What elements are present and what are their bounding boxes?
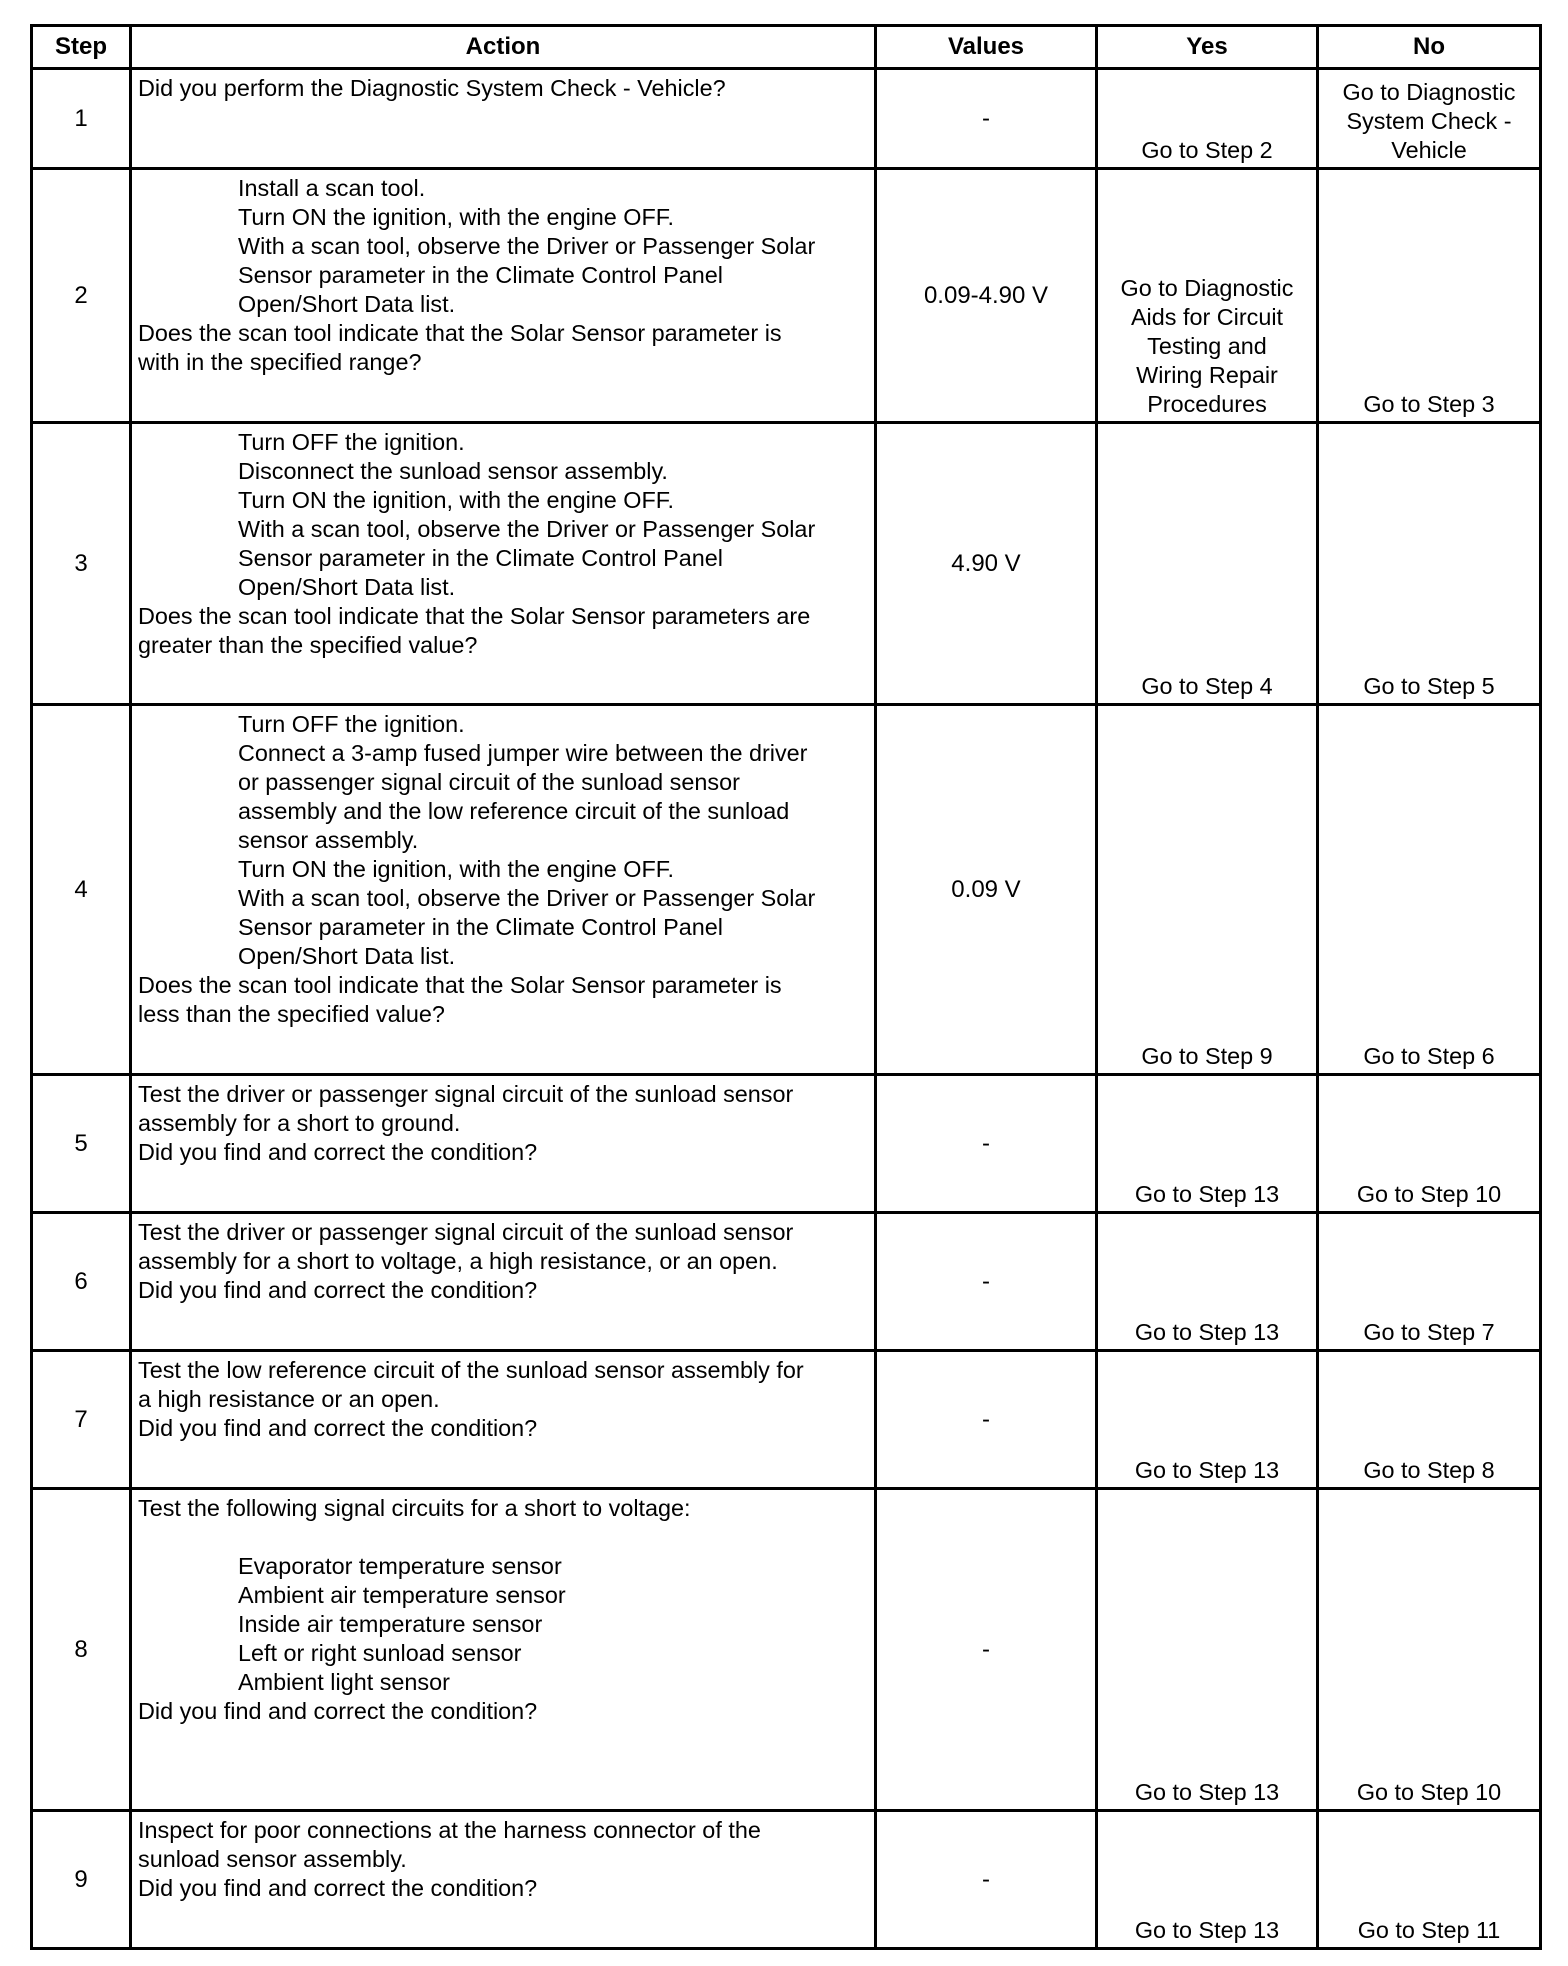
- value-cell: -: [876, 1075, 1097, 1213]
- step-number: 7: [32, 1351, 131, 1489]
- table-body: [32, 69, 1541, 1949]
- table-header: [32, 26, 1541, 69]
- action-question: [138, 319, 868, 377]
- yes-result-line: Wiring Repair: [1136, 362, 1278, 388]
- action-step-line: Install a scan tool.: [238, 175, 426, 201]
- no-result-line: Go to Step 10: [1356, 1779, 1502, 1805]
- yes-cell: [1097, 1811, 1318, 1949]
- action-box: [132, 170, 874, 379]
- yes-result-line: Go to Step 13: [1134, 1917, 1280, 1943]
- no-cell: [1318, 1213, 1541, 1351]
- no-result-line: Go to Step 10: [1356, 1181, 1502, 1207]
- action-text-line: Test the driver or passenger signal circuit of the sunload sensor: [138, 1081, 794, 1107]
- no-result: [1319, 78, 1539, 167]
- no-result: [1319, 1778, 1539, 1809]
- action-step-line: With a scan tool, observe the Driver or Passenger Solar: [238, 233, 816, 259]
- action-step-line: Disconnect the sunload sensor assembly.: [238, 458, 668, 484]
- yes-cell: [1097, 69, 1318, 169]
- action-step-line: assembly and the low reference circuit of the sunload: [238, 798, 790, 824]
- action-text-line: assembly for a short to ground.: [138, 1110, 461, 1136]
- action-cell: [131, 1351, 876, 1489]
- action-box: [132, 1076, 874, 1169]
- action-instructions: [138, 1080, 868, 1138]
- action-text-line: Did you perform the Diagnostic System Check - Vehicle?: [138, 75, 726, 101]
- action-step-line: Ambient light sensor: [238, 1669, 450, 1695]
- yes-result-line: Go to Step 13: [1134, 1181, 1280, 1207]
- spacer: [138, 1523, 868, 1552]
- action-instructions: [138, 710, 868, 971]
- action-cell: [131, 705, 876, 1075]
- yes-cell: [1097, 1489, 1318, 1811]
- action-step-line: Evaporator temperature sensor: [238, 1553, 562, 1579]
- yes-result-line: Go to Step 2: [1141, 137, 1273, 163]
- yes-cell: [1097, 1075, 1318, 1213]
- step-number: 1: [32, 69, 131, 169]
- action-step-line: Connect a 3-amp fused jumper wire between the driver: [238, 740, 808, 766]
- yes-result-line: Go to Step 9: [1141, 1043, 1273, 1069]
- no-cell: [1318, 1811, 1541, 1949]
- table-row: [32, 1811, 1541, 1949]
- no-cell: [1318, 169, 1541, 423]
- yes-result-line: Go to Step 13: [1134, 1779, 1280, 1805]
- action-box: [132, 706, 874, 1031]
- yes-result-line: Aids for Circuit: [1130, 304, 1284, 330]
- yes-result-line: Go to Step 13: [1134, 1457, 1280, 1483]
- action-cell: [131, 1075, 876, 1213]
- question-line: Does the scan tool indicate that the Solar Sensor parameter is: [138, 972, 782, 998]
- action-step-line: sensor assembly.: [238, 827, 419, 853]
- table-row: [32, 1489, 1541, 1811]
- no-cell: [1318, 705, 1541, 1075]
- value-cell: -: [876, 69, 1097, 169]
- question-line: Did you find and correct the condition?: [138, 1875, 538, 1901]
- diagnostic-table: [30, 24, 1542, 1950]
- no-cell: [1318, 1351, 1541, 1489]
- yes-cell: [1097, 1351, 1318, 1489]
- no-result-line: Go to Step 11: [1357, 1917, 1501, 1943]
- question-line: Did you find and correct the condition?: [138, 1415, 538, 1441]
- header-action: Action: [131, 26, 876, 69]
- no-result: [1319, 1318, 1539, 1349]
- action-step-line: With a scan tool, observe the Driver or Passenger Solar: [238, 516, 816, 542]
- value-cell: -: [876, 1811, 1097, 1949]
- value-cell: 0.09 V: [876, 705, 1097, 1075]
- no-result-line: Go to Step 3: [1363, 391, 1495, 417]
- question-line: with in the specified range?: [138, 349, 422, 375]
- action-question: [138, 1697, 868, 1726]
- no-result: [1319, 1180, 1539, 1211]
- action-cell: [131, 69, 876, 169]
- action-step-line: Open/Short Data list.: [238, 291, 456, 317]
- action-text-line: a high resistance or an open.: [138, 1386, 440, 1412]
- action-step-line: Inside air temperature sensor: [238, 1611, 543, 1637]
- yes-result: [1098, 1916, 1316, 1947]
- yes-result-line: Go to Step 4: [1141, 673, 1273, 699]
- action-step-line: Open/Short Data list.: [238, 943, 456, 969]
- table-row: [32, 1351, 1541, 1489]
- action-text-line: sunload sensor assembly.: [138, 1846, 407, 1872]
- action-cell: [131, 423, 876, 705]
- question-line: Did you find and correct the condition?: [138, 1139, 538, 1165]
- action-box: [132, 1214, 874, 1307]
- step-number: 6: [32, 1213, 131, 1351]
- value-cell: -: [876, 1351, 1097, 1489]
- no-result-line: Go to Step 7: [1363, 1319, 1495, 1345]
- no-result-line: Vehicle: [1391, 137, 1467, 163]
- action-step-line: Turn OFF the ignition.: [238, 711, 465, 737]
- action-box: [132, 70, 874, 105]
- yes-cell: [1097, 705, 1318, 1075]
- no-result-line: Go to Step 8: [1363, 1457, 1495, 1483]
- no-result: [1319, 1042, 1539, 1073]
- action-step-line: or passenger signal circuit of the sunload sensor: [238, 769, 740, 795]
- step-number: 9: [32, 1811, 131, 1949]
- no-result-line: Go to Step 6: [1363, 1043, 1495, 1069]
- step-number: 4: [32, 705, 131, 1075]
- table-row: [32, 69, 1541, 169]
- table-row: [32, 423, 1541, 705]
- action-step-line: Ambient air temperature sensor: [238, 1582, 566, 1608]
- action-instructions: [138, 1356, 868, 1414]
- action-text-line: Inspect for poor connections at the harness connector of the: [138, 1817, 761, 1843]
- action-text-line: assembly for a short to voltage, a high resistance, or an open.: [138, 1248, 778, 1274]
- yes-result: [1098, 274, 1316, 421]
- no-result-line: System Check -: [1346, 108, 1512, 134]
- value-cell: -: [876, 1489, 1097, 1811]
- yes-result: [1098, 1456, 1316, 1487]
- action-question: [138, 1138, 868, 1167]
- action-instructions: [138, 1494, 868, 1697]
- action-box: [132, 424, 874, 662]
- action-instructions: [138, 174, 868, 319]
- value-cell: -: [876, 1213, 1097, 1351]
- action-cell: [131, 169, 876, 423]
- action-instructions: [138, 428, 868, 602]
- no-result-line: Go to Step 5: [1363, 673, 1495, 699]
- no-cell: [1318, 69, 1541, 169]
- action-box: [132, 1352, 874, 1445]
- no-result: [1319, 672, 1539, 703]
- question-line: Does the scan tool indicate that the Solar Sensor parameters are: [138, 603, 811, 629]
- yes-result: [1098, 1042, 1316, 1073]
- value-cell: 4.90 V: [876, 423, 1097, 705]
- yes-result: [1098, 1180, 1316, 1211]
- question-line: Did you find and correct the condition?: [138, 1698, 538, 1724]
- action-step-line: Sensor parameter in the Climate Control Panel: [238, 262, 723, 288]
- action-step-line: Sensor parameter in the Climate Control Panel: [238, 545, 723, 571]
- yes-cell: [1097, 1213, 1318, 1351]
- action-text-line: Test the driver or passenger signal circuit of the sunload sensor: [138, 1219, 794, 1245]
- action-step-line: Sensor parameter in the Climate Control Panel: [238, 914, 723, 940]
- step-number: 2: [32, 169, 131, 423]
- action-step-line: Turn ON the ignition, with the engine OFF.: [238, 487, 674, 513]
- action-question: [138, 1414, 868, 1443]
- action-step-line: Turn ON the ignition, with the engine OFF.: [238, 856, 674, 882]
- action-instructions: [138, 74, 868, 103]
- yes-result-line: Procedures: [1147, 391, 1267, 417]
- header-yes: Yes: [1097, 26, 1318, 69]
- yes-cell: [1097, 423, 1318, 705]
- action-question: [138, 1874, 868, 1903]
- question-line: Does the scan tool indicate that the Solar Sensor parameter is: [138, 320, 782, 346]
- action-question: [138, 971, 868, 1029]
- yes-result: [1098, 1778, 1316, 1809]
- question-line: greater than the specified value?: [138, 632, 478, 658]
- table-row: [32, 1075, 1541, 1213]
- action-step-line: Open/Short Data list.: [238, 574, 456, 600]
- no-result: [1319, 1916, 1539, 1947]
- action-text-line: Test the low reference circuit of the sunload sensor assembly for: [138, 1357, 804, 1383]
- yes-result: [1098, 672, 1316, 703]
- no-result: [1319, 390, 1539, 421]
- yes-result: [1098, 136, 1316, 167]
- action-step-line: Turn ON the ignition, with the engine OFF.: [238, 204, 674, 230]
- action-cell: [131, 1489, 876, 1811]
- action-step-line: Left or right sunload sensor: [238, 1640, 522, 1666]
- action-step-line: With a scan tool, observe the Driver or Passenger Solar: [238, 885, 816, 911]
- yes-result-line: Go to Step 13: [1134, 1319, 1280, 1345]
- no-result-line: Go to Diagnostic: [1342, 79, 1516, 105]
- yes-result-line: Testing and: [1147, 333, 1267, 359]
- yes-result-line: Go to Diagnostic: [1120, 275, 1294, 301]
- no-cell: [1318, 423, 1541, 705]
- action-text-line: Test the following signal circuits for a short to voltage:: [138, 1495, 691, 1521]
- question-line: Did you find and correct the condition?: [138, 1277, 538, 1303]
- header-no: No: [1318, 26, 1541, 69]
- action-question: [138, 1276, 868, 1305]
- step-number: 8: [32, 1489, 131, 1811]
- no-result: [1319, 1456, 1539, 1487]
- table-row: [32, 169, 1541, 423]
- yes-cell: [1097, 169, 1318, 423]
- action-question: [138, 602, 868, 660]
- table-row: [32, 1213, 1541, 1351]
- action-instructions: [138, 1816, 868, 1874]
- step-number: 3: [32, 423, 131, 705]
- value-cell: 0.09-4.90 V: [876, 169, 1097, 423]
- no-cell: [1318, 1489, 1541, 1811]
- question-line: less than the specified value?: [138, 1001, 445, 1027]
- action-instructions: [138, 1218, 868, 1276]
- yes-result: [1098, 1318, 1316, 1349]
- action-cell: [131, 1811, 876, 1949]
- table-row: [32, 705, 1541, 1075]
- no-cell: [1318, 1075, 1541, 1213]
- action-step-line: Turn OFF the ignition.: [238, 429, 465, 455]
- step-number: 5: [32, 1075, 131, 1213]
- header-step: Step: [32, 26, 131, 69]
- header-values: Values: [876, 26, 1097, 69]
- action-cell: [131, 1213, 876, 1351]
- header-row: [32, 26, 1541, 69]
- action-box: [132, 1812, 874, 1905]
- action-box: [132, 1490, 874, 1728]
